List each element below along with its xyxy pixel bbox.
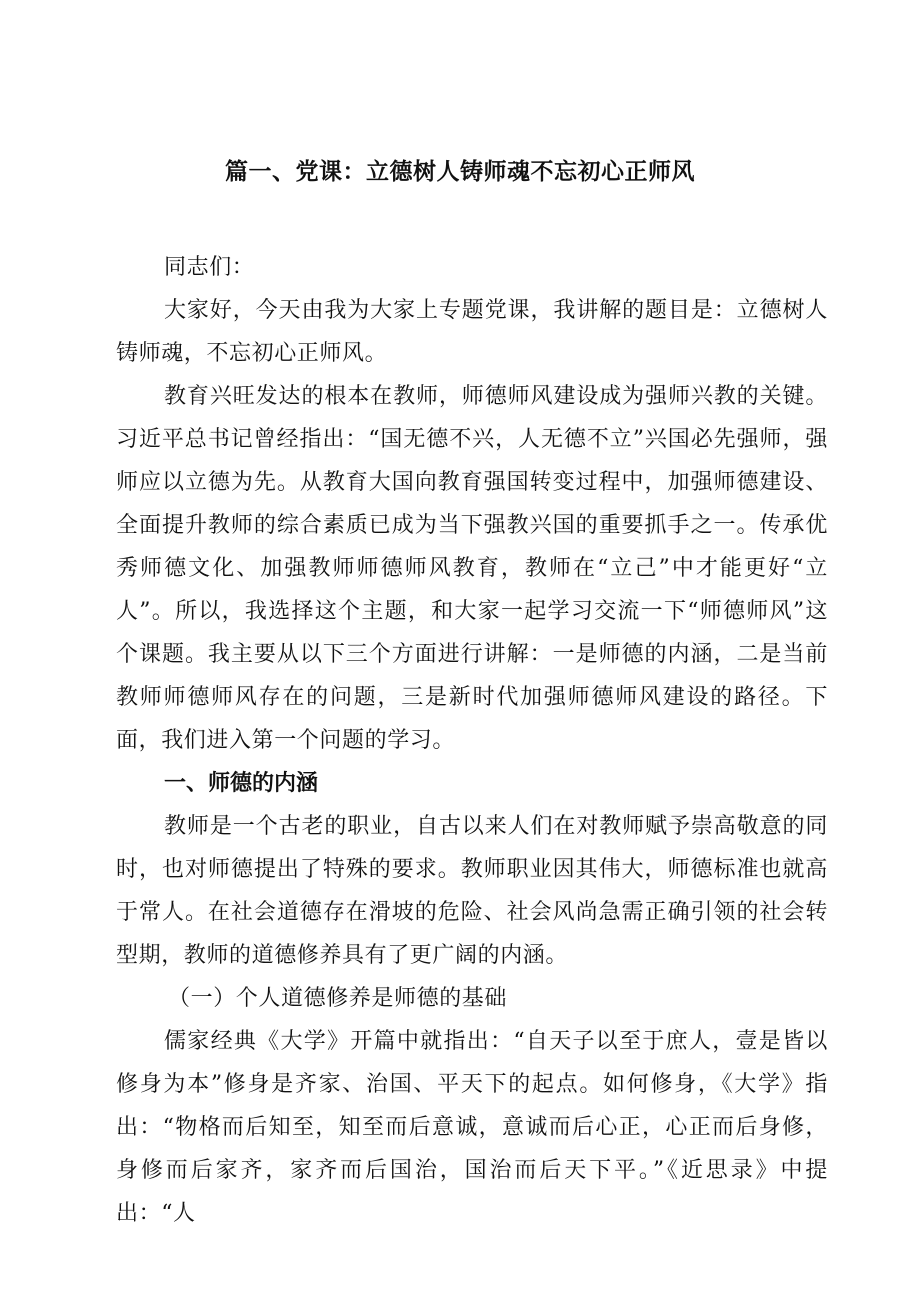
paragraph-subsection-1: 儒家经典《大学》开篇中就指出：“自天子以至于庶人，壹是皆以修身为本”修身是齐家、治国、平天下的起点。如何修身，《大学》指出：“物格而后知至，知至而后意诚，意诚而后心正，心正而后身修，身修而后家齐，家齐而后国治，国治而后天下平。”《近思录》中提出：“人 — [116, 1029, 828, 1226]
paragraph-section-1: 教师是一个古老的职业，自古以来人们在对教师赋予崇高敬意的同时，也对师德提出了特殊的要求。教师职业因其伟大，师德标准也就高于常人。在社会道德存在滑坡的危险、社会风尚急需正确引领的社会转型期，教师的道德修养具有了更广阔的内涵。 — [116, 814, 828, 968]
greeting-line: 同志们： — [164, 255, 255, 280]
section-heading-1: 一、师德的内涵 — [164, 771, 319, 796]
paragraph-intro: 大家好，今天由我为大家上专题党课，我讲解的题目是：立德树人铸师魂，不忘初心正师风。 — [116, 298, 828, 366]
subsection-heading-1: （一）个人道德修养是师德的基础 — [168, 986, 508, 1011]
document-body — [116, 246, 828, 1235]
document-title: 篇一、党课：立德树人铸师魂不忘初心正师风 — [225, 159, 695, 185]
paragraph-background: 教育兴旺发达的根本在教师，师德师风建设成为强师兴教的关键。习近平总书记曾经指出：“国无德不兴，人无德不立”兴国必先强师，强师应以立德为先。从教育大国向教育强国转变过程中，加强师德建设、全面提升教师的综合素质已成为当下强教兴国的重要抓手之一。传承优秀师德文化、加强教师师德师风教育，教师在“立己”中才能更好“立人”。所以，我选择这个主题，和大家一起学习交流一下“师德师风”这个课题。我主要从以下三个方面进行讲解：一是师德的内涵，二是当前教师师德师风存在的问题，三是新时代加强师德师风建设的路径。下面，我们进入第一个问题的学习。 — [116, 384, 828, 753]
